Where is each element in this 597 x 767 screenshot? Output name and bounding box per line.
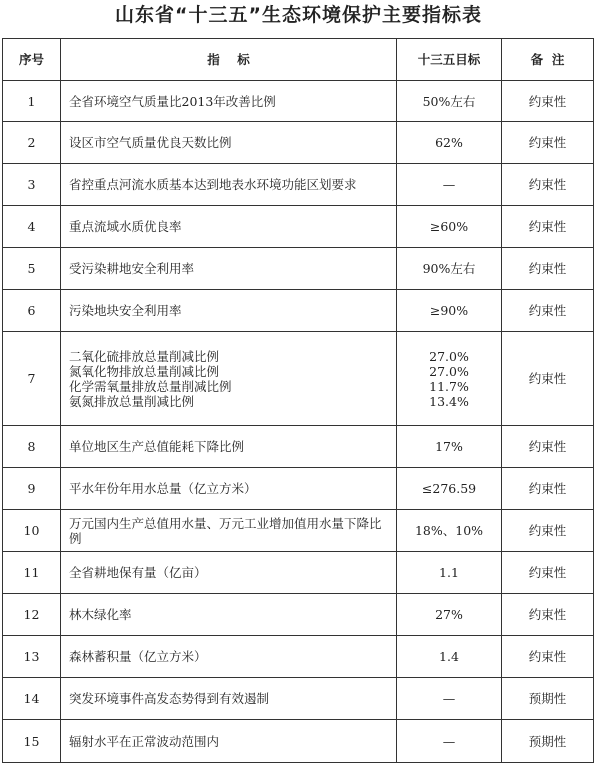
row-indicator-group [61,332,397,426]
row-seq: 5 [3,248,61,290]
row-note: 约束性 [502,164,594,206]
row-indicator: 设区市空气质量优良天数比例 [61,122,397,164]
table-row [3,81,594,122]
table-header-row [3,39,594,81]
row-target: — [397,164,502,206]
row-seq: 12 [3,594,61,636]
row-target: 27% [397,594,502,636]
row-target: 50%左右 [397,81,502,122]
row-note: 预期性 [502,720,594,763]
row-seq: 14 [3,678,61,720]
row-note: 约束性 [502,552,594,594]
row-note: 约束性 [502,332,594,426]
row-target: 27.0% [429,363,469,379]
row-seq: 1 [3,81,61,122]
row-target: ≤276.59 [397,468,502,510]
row-note: 约束性 [502,206,594,248]
row-note: 约束性 [502,426,594,468]
row-indicator: 森林蓄积量（亿立方米） [61,636,397,678]
row-indicator: 重点流域水质优良率 [61,206,397,248]
row-note: 预期性 [502,678,594,720]
row-seq: 13 [3,636,61,678]
table-row [3,248,594,290]
row-indicator: 全省环境空气质量比2013年改善比例 [61,81,397,122]
row-indicator: 氮氧化物排放总量削减比例 [69,363,220,379]
row-note: 约束性 [502,81,594,122]
row-indicator: 化学需氧量排放总量削减比例 [69,378,232,394]
table-row [3,426,594,468]
row-note: 约束性 [502,290,594,332]
row-note: 约束性 [502,248,594,290]
table-row [3,206,594,248]
row-target: 11.7% [429,378,469,394]
table-row [3,290,594,332]
table-row [3,678,594,720]
row-seq: 3 [3,164,61,206]
row-indicator: 辐射水平在正常波动范围内 [61,720,397,763]
row-target: 13.4% [429,393,469,409]
row-note: 约束性 [502,122,594,164]
row-target: 27.0% [429,348,469,364]
indicator-table [2,38,594,763]
row-seq: 8 [3,426,61,468]
row-indicator: 省控重点河流水质基本达到地表水环境功能区划要求 [61,164,397,206]
header-target: 十三五目标 [397,39,502,81]
table-row [3,636,594,678]
row-target: 1.4 [397,636,502,678]
row-note: 约束性 [502,636,594,678]
table-row [3,720,594,763]
row-seq: 15 [3,720,61,763]
row-target: ≥60% [397,206,502,248]
row-indicator: 单位地区生产总值能耗下降比例 [61,426,397,468]
row-target: — [397,720,502,763]
row-target-group [397,332,502,426]
row-indicator: 受污染耕地安全利用率 [61,248,397,290]
row-seq: 6 [3,290,61,332]
row-seq: 10 [3,510,61,552]
row-indicator: 万元国内生产总值用水量、万元工业增加值用水量下降比例 [61,510,397,552]
row-indicator: 氨氮排放总量削减比例 [69,393,195,409]
row-target: 90%左右 [397,248,502,290]
row-target: 62% [397,122,502,164]
row-seq: 4 [3,206,61,248]
row-seq: 11 [3,552,61,594]
row-seq: 7 [3,332,61,426]
table-row [3,594,594,636]
row-indicator: 林木绿化率 [61,594,397,636]
row-indicator: 全省耕地保有量（亿亩） [61,552,397,594]
row-target: — [397,678,502,720]
row-target: 1.1 [397,552,502,594]
table-row [3,332,594,426]
row-indicator: 平水年份年用水总量（亿立方米） [61,468,397,510]
row-indicator: 突发环境事件高发态势得到有效遏制 [61,678,397,720]
row-indicator: 二氧化硫排放总量削减比例 [69,348,220,364]
table-row [3,510,594,552]
row-seq: 9 [3,468,61,510]
row-note: 约束性 [502,468,594,510]
row-target: 17% [397,426,502,468]
row-note: 约束性 [502,510,594,552]
header-indicator: 指 标 [61,39,397,81]
table-row [3,468,594,510]
table-row [3,122,594,164]
header-seq: 序号 [3,39,61,81]
table-row [3,552,594,594]
row-note: 约束性 [502,594,594,636]
page-title: 山东省“十三五”生态环境保护主要指标表 [115,4,482,26]
table-row [3,164,594,206]
row-target: 18%、10% [397,510,502,552]
row-seq: 2 [3,122,61,164]
row-target: ≥90% [397,290,502,332]
row-indicator: 污染地块安全利用率 [61,290,397,332]
header-note: 备 注 [502,39,594,81]
